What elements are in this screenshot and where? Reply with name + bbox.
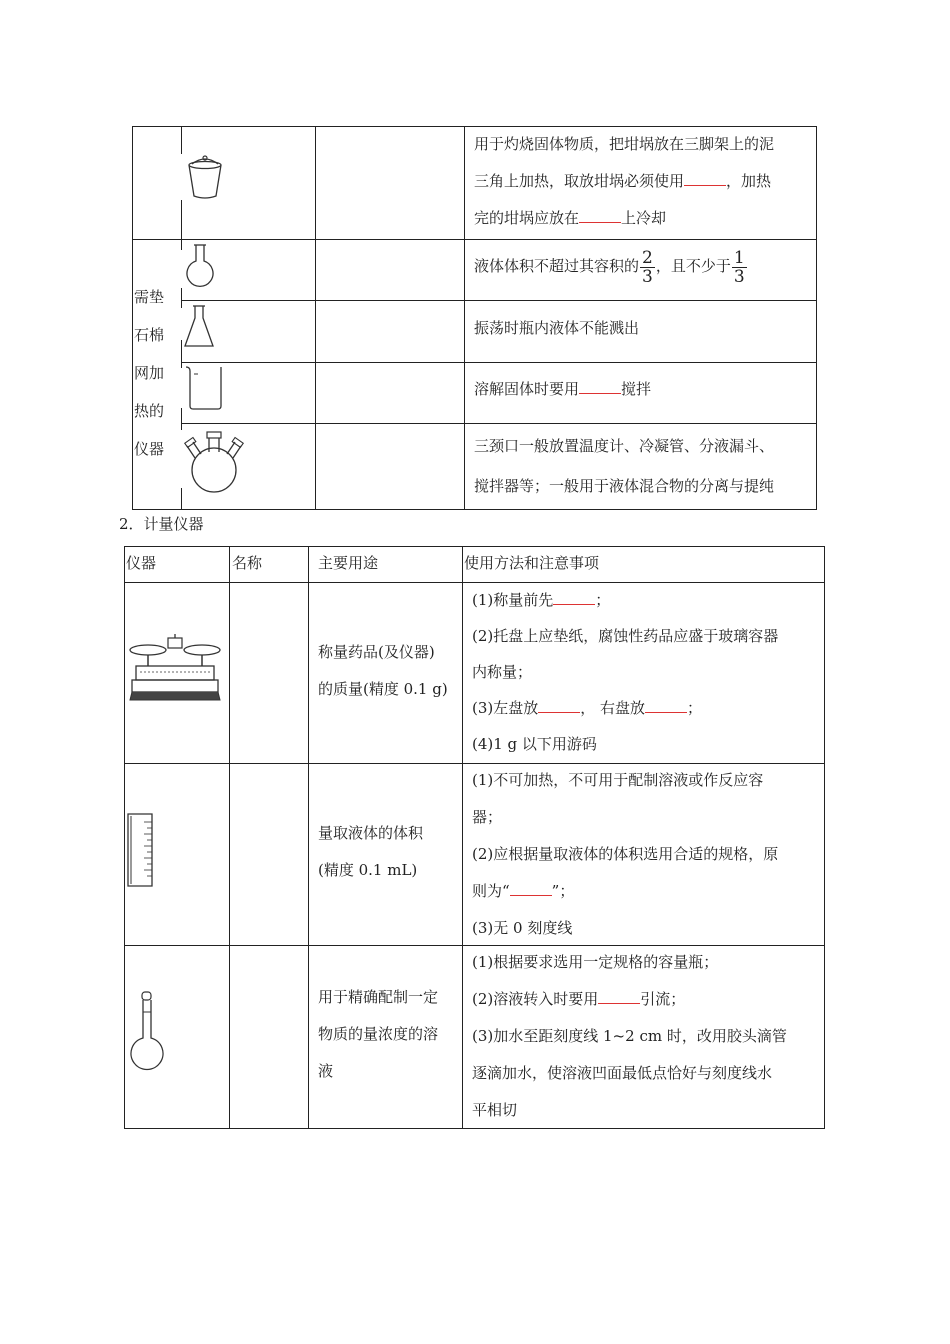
balance-use: 称量药品(及仪器) 的质量(精度 0.1 g) <box>318 643 448 698</box>
answer-blank[interactable] <box>579 208 621 223</box>
crucible-icon <box>184 152 226 202</box>
side-label: 需垫 石棉 网加 热的 仪器 <box>134 288 165 458</box>
erlenmeyer-note: 振荡时瓶内液体不能溅出 <box>474 319 640 337</box>
beaker-icon <box>184 364 226 412</box>
fraction-one-third: $\frac{1}{3}$ <box>733 247 745 287</box>
section-heading: 2．计量仪器 <box>119 515 204 533</box>
crucible-note: 用于灼烧固体物质，把坩埚放在三脚架上的泥 三角上加热，取放坩埚必须使用 ，加热 完的坩埚应放在 上冷却 <box>474 135 775 227</box>
header-name: 名称 <box>232 554 263 572</box>
three-neck-flask-icon <box>183 430 245 496</box>
cylinder-use: 量取液体的体积 (精度 0.1 mL) <box>318 824 424 879</box>
round-flask-icon <box>183 243 217 291</box>
header-notes: 使用方法和注意事项 <box>464 554 600 572</box>
header-use: 主要用途 <box>318 554 379 572</box>
answer-blank[interactable] <box>684 171 726 186</box>
answer-blank[interactable] <box>538 698 580 713</box>
volumetric-flask-icon <box>128 990 166 1074</box>
fraction-two-thirds: $\frac{2}{3}$ <box>642 247 653 287</box>
balance-icon <box>128 632 222 702</box>
balance-notes: (1)称量前先 ； (2)托盘上应垫纸，腐蚀性药品应盛于玻璃容器 内称量； (3)左盘放 ， 右盘放 ； (4)1 g 以下用游码 <box>472 591 779 753</box>
three-neck-note: 三颈口一般放置温度计、冷凝管、分液漏斗、 搅拌器等；一般用于液体混合物的分离与提纯 <box>474 437 775 495</box>
vol-flask-use: 用于精确配制一定 物质的量浓度的溶 液 <box>318 988 439 1080</box>
answer-blank[interactable] <box>510 881 552 896</box>
answer-blank[interactable] <box>645 698 687 713</box>
answer-blank[interactable] <box>553 590 595 605</box>
answer-blank[interactable] <box>598 989 640 1004</box>
erlenmeyer-flask-icon <box>182 304 216 350</box>
round-flask-note: 液体体积不超过其容积的 $\frac{2}{3}$ ，且不少于 $\frac{1}{3}$ <box>474 247 745 287</box>
vol-flask-notes: (1)根据要求选用一定规格的容量瓶； (2)溶液转入时要用 引流； (3)加水至距刻度线 1~2 cm 时，改用胶头滴管 逐滴加水，使溶液凹面最低点恰好与刻度线水 平相切 <box>472 953 787 1119</box>
answer-blank[interactable] <box>579 379 621 394</box>
header-instrument: 仪器 <box>126 554 157 572</box>
beaker-note: 溶解固体时要用 搅拌 <box>474 380 652 398</box>
cylinder-notes: (1)不可加热，不可用于配制溶液或作反应容 器； (2)应根据量取液体的体积选用合适的规格，原 则为“ ”； (3)无 0 刻度线 <box>472 771 779 937</box>
graduated-cylinder-icon <box>126 812 156 888</box>
